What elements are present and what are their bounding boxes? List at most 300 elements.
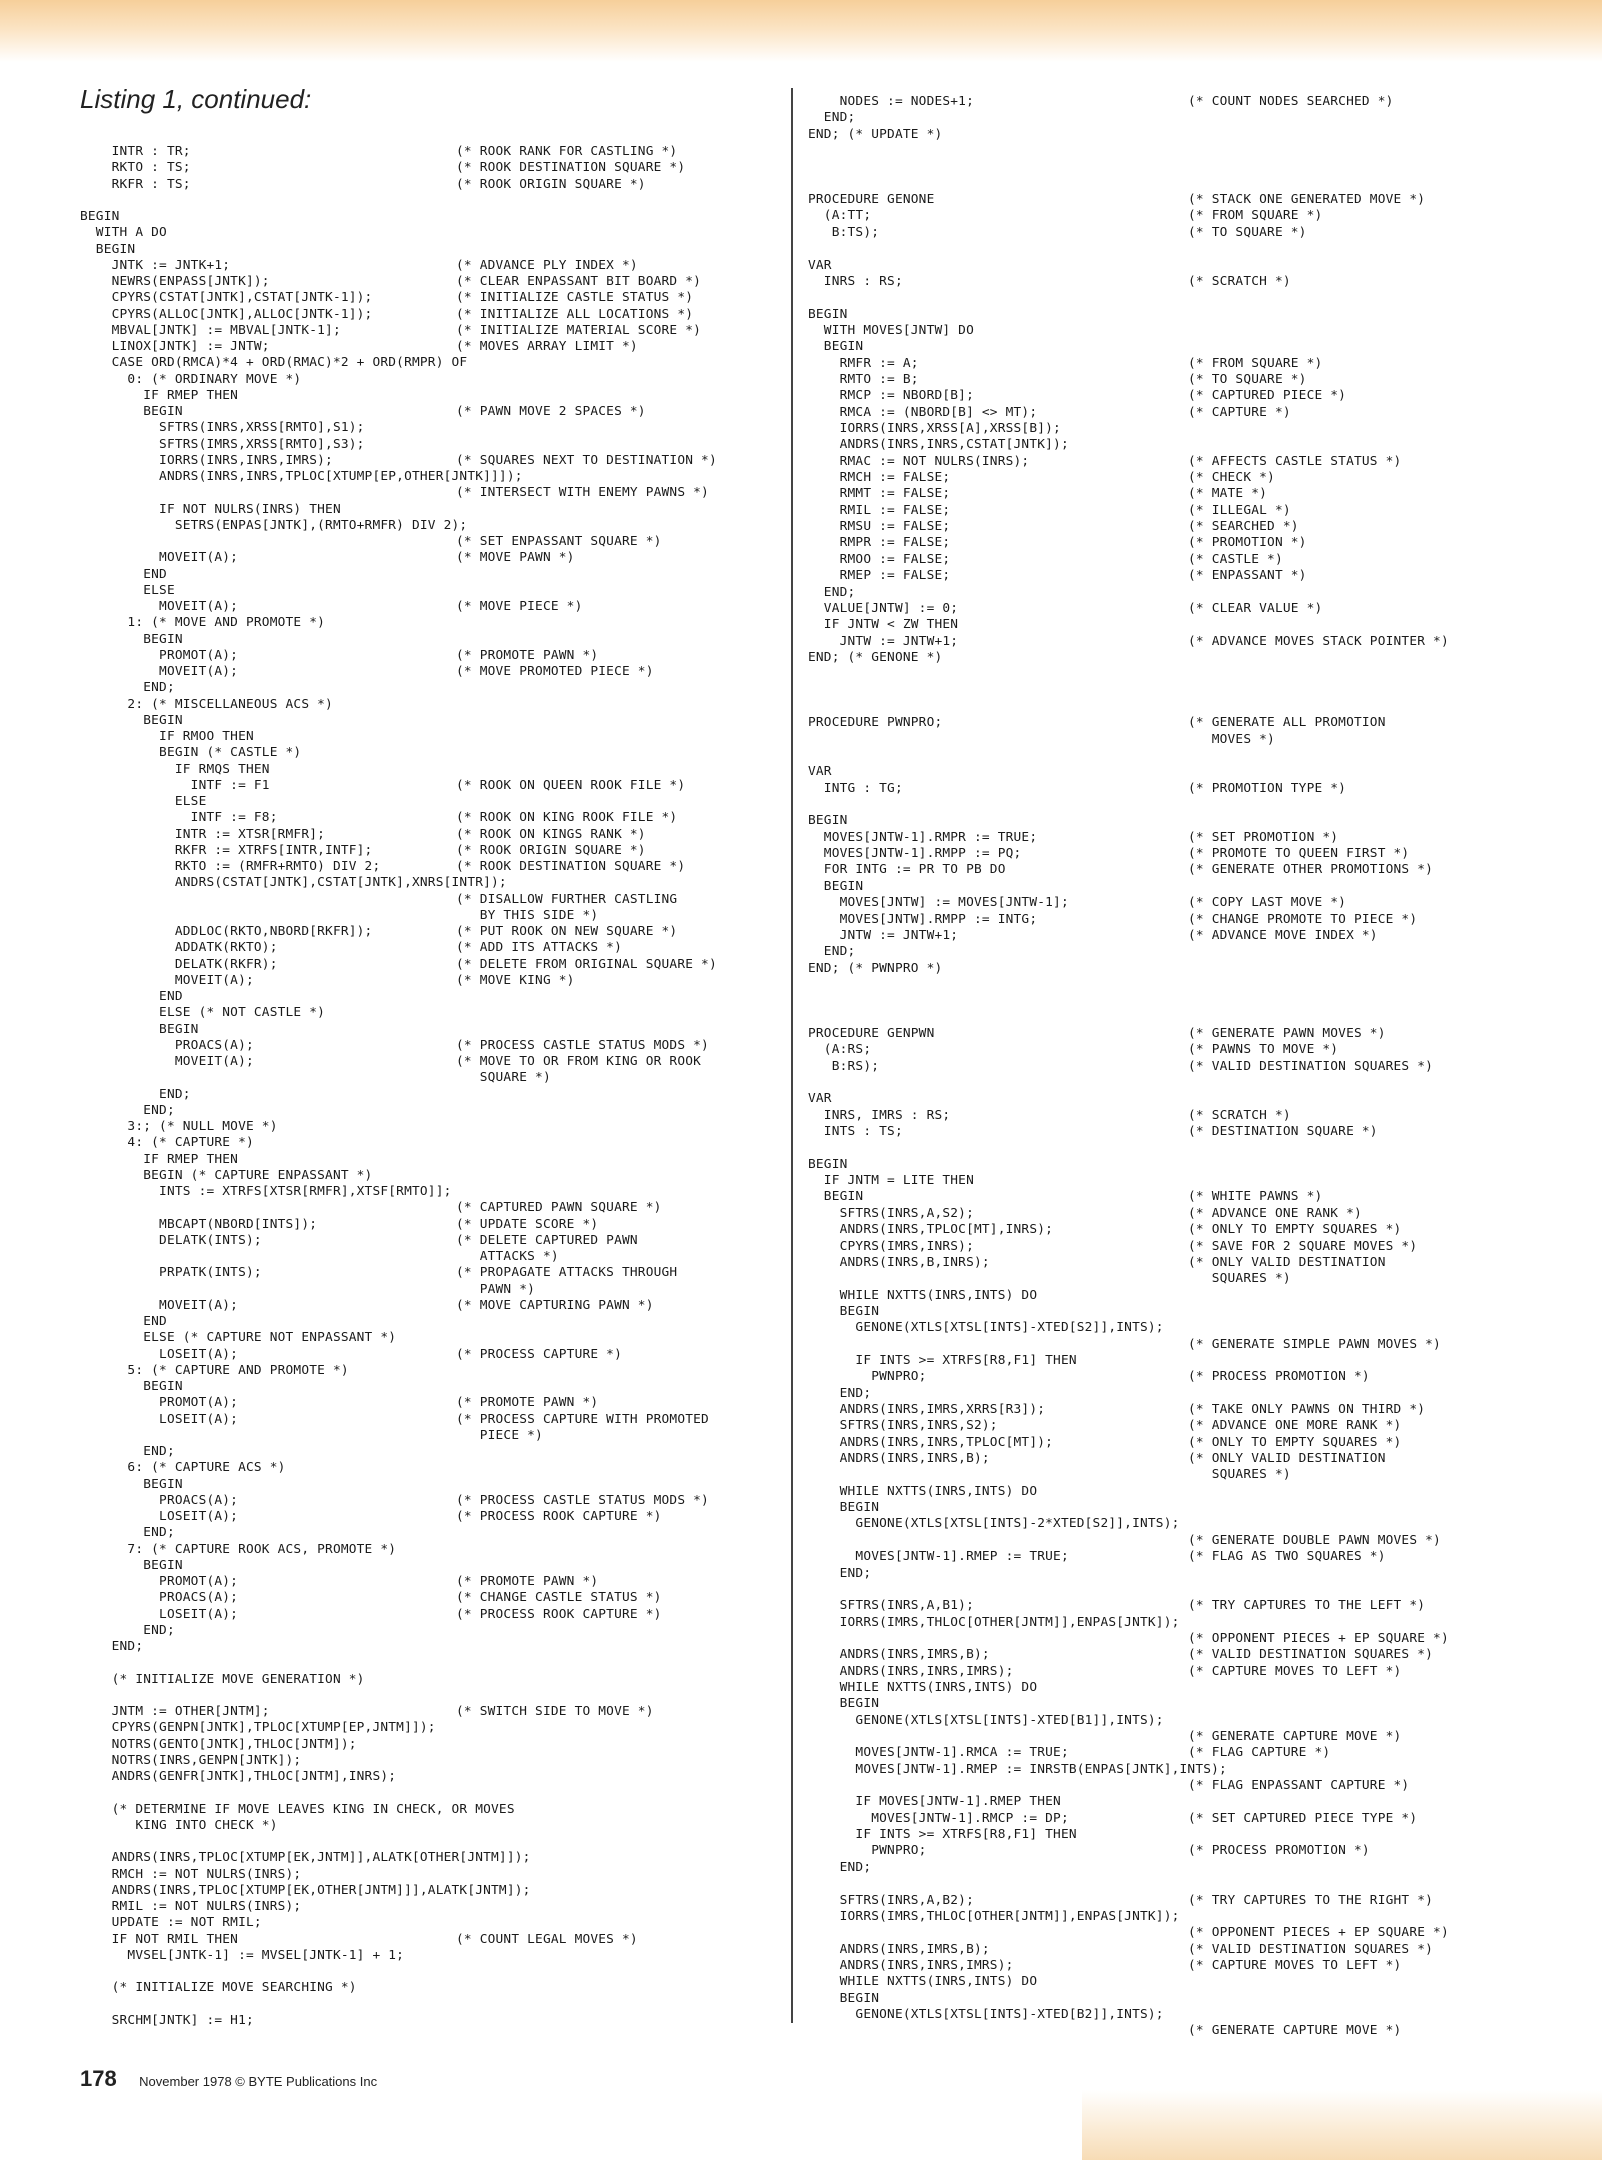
code-line: IORRS(INRS,XRSS[A],XRSS[B]); [808, 421, 1061, 436]
code-comment: (* PROMOTE PAWN *) [456, 1574, 599, 1589]
code-comment: (* UPDATE SCORE *) [456, 1216, 599, 1232]
code-comment: (* CAPTURE *) [1188, 404, 1291, 420]
code-line: END; (* GENONE *) [808, 649, 943, 665]
code-line: 5: (* CAPTURE AND PROMOTE *) [80, 1362, 349, 1378]
code-line: BEGIN [808, 306, 848, 322]
code-line: END; [80, 680, 175, 696]
code-comment: (* FROM SQUARE *) [1188, 355, 1323, 371]
code-comment: (* ONLY TO EMPTY SQUARES *) [1188, 1222, 1402, 1238]
code-line: IF RMOO THEN [80, 729, 254, 744]
code-line: 3:; (* NULL MOVE *) [80, 1119, 278, 1134]
code-line: BEGIN [80, 1379, 183, 1394]
code-line: RMCH := NOT NULRS(INRS); [80, 1866, 302, 1882]
code-line: MOVEIT(A); [80, 550, 239, 566]
code-comment: (* MOVE CAPTURING PAWN *) [456, 1297, 654, 1313]
code-comment: (* GENERATE OTHER PROMOTIONS *) [1188, 862, 1434, 878]
code-line: CPYRS(IMRS,INRS); [808, 1238, 974, 1254]
code-line: MOVES[JNTW-1].RMCP := DP; [808, 1810, 1069, 1826]
code-comment: (* GENERATE CAPTURE MOVE *) [1188, 1729, 1402, 1744]
code-comment: (* SEARCHED *) [1188, 519, 1299, 535]
code-comment: SQUARES *) [1188, 1271, 1291, 1287]
code-line: ANDRS(INRS,IMRS,B); [808, 1647, 990, 1663]
code-line: BEGIN [808, 1189, 864, 1205]
publication-credit: November 1978 © BYTE Publications Inc [139, 2074, 378, 2089]
code-comment: (* PAWNS TO MOVE *) [1188, 1042, 1339, 1058]
code-line: BEGIN [80, 631, 183, 647]
code-line: MOVEIT(A); [80, 972, 254, 988]
code-line: SFTRS(INRS,INRS,S2); [808, 1418, 998, 1434]
code-line: SFTRS(IMRS,XRSS[RMTO],S3); [80, 436, 365, 452]
code-line: BEGIN [80, 1021, 199, 1037]
code-comment: (* ROOK RANK FOR CASTLING *) [456, 144, 678, 159]
code-line: END [80, 566, 167, 582]
code-line: VAR [808, 257, 832, 273]
code-comment: ATTACKS *) [456, 1249, 559, 1264]
code-line: NOTRS(GENTO[JNTK],THLOC[JNTM]); [80, 1736, 357, 1752]
code-line: 0: (* ORDINARY MOVE *) [80, 371, 302, 387]
code-comment: (* PROMOTE TO QUEEN FIRST *) [1188, 846, 1410, 862]
code-line: VAR [808, 1091, 832, 1107]
code-line: ANDRS(INRS,INRS,CSTAT[JNTK]); [808, 437, 1069, 453]
code-comment: (* GENERATE ALL PROMOTION [1188, 715, 1386, 731]
code-line: RMIL := FALSE; [808, 502, 951, 518]
code-comment: (* SCRATCH *) [1188, 273, 1291, 289]
code-comment: (* CHANGE CASTLE STATUS *) [456, 1590, 662, 1606]
code-line: END; [808, 1859, 872, 1875]
code-comment: SQUARES *) [1188, 1467, 1291, 1483]
code-line: MVSEL[JNTK-1] := MVSEL[JNTK-1] + 1; [80, 1947, 405, 1963]
code-comment: (* VALID DESTINATION SQUARES *) [1188, 1647, 1434, 1663]
code-line: END [80, 1314, 167, 1329]
code-line: RMSU := FALSE; [808, 519, 951, 535]
code-line: DELATK(RKFR); [80, 956, 278, 972]
code-line: IF RMEP THEN [80, 1151, 239, 1167]
code-comment: SQUARE *) [456, 1070, 551, 1086]
code-line: JNTK := JNTK+1; [80, 257, 231, 273]
code-comment: (* MATE *) [1188, 486, 1268, 502]
code-comment: (* AFFECTS CASTLE STATUS *) [1188, 453, 1402, 469]
code-comment: (* GENERATE DOUBLE PAWN MOVES *) [1188, 1532, 1441, 1548]
code-comment: (* PROCESS ROOK CAPTURE *) [456, 1509, 662, 1524]
code-line: BEGIN [808, 878, 864, 894]
code-comment: (* CAPTURE MOVES TO LEFT *) [1188, 1663, 1402, 1679]
code-comment: (* ROOK ON KINGS RANK *) [456, 826, 646, 842]
code-line: RMOO := FALSE; [808, 551, 951, 567]
code-comment: (* ADVANCE PLY INDEX *) [456, 257, 638, 273]
code-comment: (* PROCESS PROMOTION *) [1188, 1843, 1370, 1859]
page-footer [80, 2066, 377, 2092]
code-comment: (* PROCESS CASTLE STATUS MODS *) [456, 1037, 709, 1053]
code-line: INTS : TS; [808, 1124, 903, 1140]
code-line: IORRS(INRS,INRS,IMRS); [80, 452, 333, 468]
code-line: ELSE (* CAPTURE NOT ENPASSANT *) [80, 1330, 397, 1346]
code-line: END; [80, 1444, 175, 1459]
code-comment: (* PROMOTION *) [1188, 535, 1307, 551]
code-line: END; [808, 1565, 872, 1581]
code-comment: (* SAVE FOR 2 SQUARE MOVES *) [1188, 1238, 1418, 1254]
code-line: ADDLOC(RKTO,NBORD[RKFR]); [80, 924, 373, 939]
code-comment: (* TO SQUARE *) [1188, 371, 1307, 387]
code-line: (* INITIALIZE MOVE SEARCHING *) [80, 1980, 357, 1996]
code-comment: (* STACK ONE GENERATED MOVE *) [1188, 192, 1426, 208]
scan-edge-bottom [1082, 2090, 1602, 2160]
code-line: MOVES[JNTW-1].RMCA := TRUE; [808, 1745, 1069, 1761]
code-comment: PIECE *) [456, 1427, 543, 1443]
code-line: SETRS(ENPAS[JNTK],(RMTO+RMFR) DIV 2); [80, 517, 468, 533]
code-comment: (* ROOK ORIGIN SQUARE *) [456, 842, 646, 858]
code-comment: (* CASTLE *) [1188, 551, 1283, 567]
code-line: PROMOT(A); [80, 1395, 239, 1411]
code-line: INTS := XTRFS[XTSR[RMFR],XTSF[RMTO]]; [80, 1184, 452, 1199]
code-line: WITH A DO [80, 225, 167, 241]
code-comment: PAWN *) [456, 1281, 536, 1297]
code-line: END; [808, 110, 856, 126]
code-line: ANDRS(INRS,IMRS,B); [808, 1941, 990, 1957]
code-line: BEGIN [808, 1156, 848, 1172]
code-line: 7: (* CAPTURE ROOK ACS, PROMOTE *) [80, 1541, 397, 1557]
code-line: BEGIN [808, 1696, 880, 1712]
code-comment: (* MOVES ARRAY LIMIT *) [456, 339, 638, 354]
code-line: PWNPRO; [808, 1843, 927, 1859]
code-comment: (* ADVANCE MOVE INDEX *) [1188, 927, 1378, 943]
code-line: UPDATE := NOT RMIL; [80, 1915, 262, 1931]
code-comment: (* ADD ITS ATTACKS *) [456, 940, 622, 956]
code-line: MOVES[JNTW-1].RMEP := INRSTB(ENPAS[JNTK],INTS); [808, 1761, 1227, 1777]
code-comment: (* MOVE PAWN *) [456, 550, 575, 566]
code-comment: (* MOVE PIECE *) [456, 599, 583, 614]
code-line: MOVEIT(A); [80, 664, 239, 679]
code-line: LOSEIT(A); [80, 1346, 239, 1362]
code-line: CPYRS(CSTAT[JNTK],CSTAT[JNTK-1]); [80, 290, 373, 306]
code-line: (A:RS; [808, 1042, 872, 1058]
code-line: LOSEIT(A); [80, 1606, 239, 1622]
code-line: (* DETERMINE IF MOVE LEAVES KING IN CHECK, OR MOVES [80, 1801, 515, 1817]
code-line: KING INTO CHECK *) [80, 1817, 278, 1833]
code-comment: (* FROM SQUARE *) [1188, 208, 1323, 224]
code-line: IF RMQS THEN [80, 761, 270, 777]
code-comment: (* TRY CAPTURES TO THE RIGHT *) [1188, 1892, 1434, 1908]
code-comment: (* CLEAR VALUE *) [1188, 600, 1323, 616]
code-line: MOVES[JNTW-1].RMPR := TRUE; [808, 829, 1038, 845]
code-line: VALUE[JNTW] := 0; [808, 600, 959, 616]
code-comment: (* CHANGE PROMOTE TO PIECE *) [1188, 911, 1418, 927]
code-comment: (* SET CAPTURED PIECE TYPE *) [1188, 1810, 1418, 1826]
code-line: WITH MOVES[JNTW] DO [808, 322, 974, 338]
code-line: MOVES[JNTW] := MOVES[JNTW-1]; [808, 895, 1069, 911]
code-comment: (* ROOK DESTINATION SQUARE *) [456, 160, 686, 176]
code-line: ELSE [80, 582, 175, 598]
code-comment: (* PROMOTION TYPE *) [1188, 780, 1347, 796]
code-comment: BY THIS SIDE *) [456, 907, 599, 923]
code-line: PROACS(A); [80, 1037, 254, 1053]
code-line: VAR [808, 764, 832, 780]
code-line: B:TS); [808, 224, 880, 240]
scan-edge-top [0, 0, 1602, 62]
code-comment: (* GENERATE CAPTURE MOVE *) [1188, 2023, 1402, 2039]
code-comment: (* ENPASSANT *) [1188, 568, 1307, 584]
code-comment: (* ONLY VALID DESTINATION [1188, 1254, 1386, 1270]
code-line: WHILE NXTTS(INRS,INTS) DO [808, 1974, 1038, 1990]
code-line: INTR := XTSR[RMFR]; [80, 826, 326, 842]
code-comment: (* WHITE PAWNS *) [1188, 1189, 1323, 1205]
code-line: RKFR := XTRFS[INTR,INTF]; [80, 842, 373, 858]
code-line: SRCHM[JNTK] := H1; [80, 2012, 254, 2028]
code-line: MBCAPT(NBORD[INTS]); [80, 1216, 318, 1232]
code-comment: (* CHECK *) [1188, 470, 1275, 486]
code-comment: (* VALID DESTINATION SQUARES *) [1188, 1058, 1434, 1074]
code-line: IF JNTM = LITE THEN [808, 1173, 974, 1189]
code-line: RMCP := NBORD[B]; [808, 388, 974, 404]
code-line: BEGIN [80, 712, 183, 728]
code-comment: (* CAPTURE MOVES TO LEFT *) [1188, 1957, 1402, 1973]
code-line: NOTRS(INRS,GENPN[JNTK]); [80, 1752, 302, 1768]
code-line: ANDRS(INRS,INRS,IMRS); [808, 1663, 1014, 1679]
code-line: INRS : RS; [808, 273, 903, 289]
code-comment: (* ROOK ON QUEEN ROOK FILE *) [456, 777, 686, 793]
code-line: WHILE NXTTS(INRS,INTS) DO [808, 1483, 1038, 1499]
code-line: ANDRS(INRS,TPLOC[MT],INRS); [808, 1222, 1054, 1238]
code-line: RMPR := FALSE; [808, 535, 951, 551]
code-line: PROMOT(A); [80, 647, 239, 663]
code-comment: (* COUNT LEGAL MOVES *) [456, 1931, 638, 1947]
code-comment: (* SWITCH SIDE TO MOVE *) [456, 1704, 654, 1719]
code-line: CASE ORD(RMCA)*4 + ORD(RMAC)*2 + ORD(RMPR) OF [80, 355, 468, 371]
code-line: END; [808, 1385, 872, 1401]
code-line: BEGIN [80, 1557, 183, 1573]
code-line: SFTRS(INRS,A,S2); [808, 1205, 974, 1221]
code-comment: (* SQUARES NEXT TO DESTINATION *) [456, 452, 717, 468]
code-comment: (* SET ENPASSANT SQUARE *) [456, 534, 662, 549]
code-line: PRPATK(INTS); [80, 1265, 262, 1281]
code-comment: (* PROCESS CAPTURE WITH PROMOTED [456, 1411, 709, 1427]
code-comment: (* DELETE CAPTURED PAWN [456, 1232, 638, 1248]
code-line: END; [808, 584, 856, 600]
code-comment: (* GENERATE PAWN MOVES *) [1188, 1025, 1386, 1041]
code-comment: (* PROCESS PROMOTION *) [1188, 1369, 1370, 1385]
code-comment: (* PROCESS CAPTURE *) [456, 1346, 622, 1362]
code-line: ANDRS(INRS,INRS,IMRS); [808, 1957, 1014, 1973]
code-comment: (* TRY CAPTURES TO THE LEFT *) [1188, 1598, 1426, 1614]
code-line: INTR : TR; [80, 144, 191, 159]
code-line: ANDRS(INRS,IMRS,XRRS[R3]); [808, 1402, 1046, 1417]
code-comment: (* INITIALIZE CASTLE STATUS *) [456, 290, 694, 306]
code-comment: (* OPPONENT PIECES + EP SQUARE *) [1188, 1630, 1449, 1646]
code-comment: (* INITIALIZE MATERIAL SCORE *) [456, 322, 702, 338]
code-line: PROMOT(A); [80, 1574, 239, 1589]
code-line: ADDATK(RKTO); [80, 940, 278, 956]
code-comment: (* CLEAR ENPASSANT BIT BOARD *) [456, 274, 702, 289]
code-comment: (* GENERATE SIMPLE PAWN MOVES *) [1188, 1336, 1441, 1352]
code-line: IF RMEP THEN [80, 387, 239, 403]
code-line: END; (* UPDATE *) [808, 126, 943, 142]
code-line: 6: (* CAPTURE ACS *) [80, 1460, 286, 1476]
code-comment: (* MOVE PROMOTED PIECE *) [456, 664, 654, 679]
code-line: RMCA := (NBORD[B] <> MT); [808, 404, 1038, 420]
code-line: BEGIN [80, 209, 120, 224]
code-line: INTF := F8; [80, 810, 278, 826]
code-line: FOR INTG := PR TO PB DO [808, 862, 1006, 878]
code-line: SFTRS(INRS,A,B1); [808, 1598, 974, 1614]
code-line: WHILE NXTTS(INRS,INTS) DO [808, 1679, 1038, 1695]
code-line: END; (* PWNPRO *) [808, 960, 943, 976]
code-line: BEGIN (* CAPTURE ENPASSANT *) [80, 1167, 373, 1183]
code-line: MBVAL[JNTK] := MBVAL[JNTK-1]; [80, 322, 341, 338]
code-line: GENONE(XTLS[XTSL[INTS]-XTED[B1]],INTS); [808, 1712, 1164, 1728]
code-line: RMMT := FALSE; [808, 486, 951, 502]
code-line: END [80, 989, 183, 1004]
code-comment: (* MOVE TO OR FROM KING OR ROOK [456, 1054, 702, 1069]
code-line: ANDRS(INRS,INRS,B); [808, 1451, 990, 1467]
code-line: BEGIN [808, 813, 848, 829]
code-line: 2: (* MISCELLANEOUS ACS *) [80, 696, 333, 712]
code-line: SFTRS(INRS,XRSS[RMTO],S1); [80, 420, 365, 436]
code-line: RKTO := (RMFR+RMTO) DIV 2; [80, 859, 381, 874]
code-line: ANDRS(INRS,TPLOC[XTUMP[EK,JNTM]],ALATK[OTHER[JNTM]]); [80, 1850, 531, 1866]
code-comment: (* ONLY VALID DESTINATION [1188, 1451, 1386, 1467]
code-comment: (* DISALLOW FURTHER CASTLING [456, 891, 678, 907]
code-line: GENONE(XTLS[XTSL[INTS]-XTED[S2]],INTS); [808, 1320, 1164, 1336]
code-line: LINOX[JNTK] := JNTW; [80, 339, 270, 354]
code-line: INTF := F1 [80, 777, 270, 793]
code-comment: (* ROOK ORIGIN SQUARE *) [456, 176, 646, 192]
code-comment: (* ILLEGAL *) [1188, 502, 1291, 518]
code-line: RMCH := FALSE; [808, 470, 951, 486]
code-comment: (* OPPONENT PIECES + EP SQUARE *) [1188, 1925, 1449, 1941]
code-line: CPYRS(GENPN[JNTK],TPLOC[XTUMP[EP,JNTM]]); [80, 1720, 436, 1736]
code-line: RMEP := FALSE; [808, 568, 951, 584]
code-line: 1: (* MOVE AND PROMOTE *) [80, 615, 326, 631]
page-number: 178 [80, 2066, 117, 2091]
code-comment: (* DELETE FROM ORIGINAL SQUARE *) [456, 956, 717, 972]
code-comment: (* DESTINATION SQUARE *) [1188, 1124, 1378, 1140]
code-line: ANDRS(CSTAT[JNTK],CSTAT[JNTK],XNRS[INTR]); [80, 875, 507, 891]
code-line: PROACS(A); [80, 1590, 239, 1606]
code-line: ANDRS(INRS,INRS,TPLOC[XTUMP[EP,OTHER[JNTK]]]); [80, 469, 523, 484]
code-line: BEGIN [80, 404, 183, 419]
code-line: BEGIN [808, 1303, 880, 1319]
code-comment: (* INITIALIZE ALL LOCATIONS *) [456, 306, 694, 322]
code-line: JNTW := JNTW+1; [808, 633, 959, 649]
code-line: ELSE [80, 794, 207, 809]
code-comment: (* COPY LAST MOVE *) [1188, 895, 1347, 911]
code-comment: (* PROPAGATE ATTACKS THROUGH [456, 1265, 678, 1281]
code-line: (A:TT; [808, 208, 872, 224]
code-line: IF INTS >= XTRFS[R8,F1] THEN [808, 1827, 1077, 1843]
code-comment: (* ADVANCE ONE RANK *) [1188, 1205, 1362, 1221]
code-line: MOVEIT(A); [80, 599, 239, 614]
listing-heading: Listing 1, continued: [80, 84, 312, 114]
code-line: MOVEIT(A); [80, 1297, 239, 1313]
code-comment: (* SCRATCH *) [1188, 1107, 1291, 1123]
code-line: MOVES[JNTW-1].RMPP := PQ; [808, 846, 1022, 862]
code-line: JNTW := JNTW+1; [808, 927, 959, 943]
code-comment: (* INTERSECT WITH ENEMY PAWNS *) [456, 485, 709, 501]
code-comment: (* TAKE ONLY PAWNS ON THIRD *) [1188, 1402, 1426, 1417]
code-line: RMIL := NOT NULRS(INRS); [80, 1899, 302, 1914]
code-comment: (* FLAG CAPTURE *) [1188, 1745, 1331, 1761]
code-line: END; [808, 944, 856, 960]
code-line: PROCEDURE GENONE [808, 192, 935, 208]
code-line: WHILE NXTTS(INRS,INTS) DO [808, 1287, 1038, 1303]
code-line: JNTM := OTHER[JNTM]; [80, 1704, 270, 1719]
code-line: ANDRS(INRS,TPLOC[XTUMP[EK,OTHER[JNTM]]],ALATK[JNTM]); [80, 1882, 531, 1898]
code-line: END; [80, 1525, 175, 1541]
code-line: BEGIN [808, 1990, 880, 2006]
code-line: IF NOT RMIL THEN [80, 1931, 239, 1947]
code-comment: (* PROCESS CASTLE STATUS MODS *) [456, 1492, 709, 1508]
code-line: IORRS(IMRS,THLOC[OTHER[JNTM]],ENPAS[JNTK]); [808, 1614, 1180, 1630]
code-comment: (* ADVANCE MOVES STACK POINTER *) [1188, 633, 1449, 649]
code-comment: (* SET PROMOTION *) [1188, 829, 1339, 845]
code-comment: (* CAPTURED PAWN SQUARE *) [456, 1200, 662, 1216]
code-line: INTG : TG; [808, 780, 903, 796]
code-line: GENONE(XTLS[XTSL[INTS]-XTED[B2]],INTS); [808, 2006, 1164, 2022]
code-line: BEGIN [80, 241, 136, 257]
code-line: GENONE(XTLS[XTSL[INTS]-2*XTED[S2]],INTS); [808, 1516, 1180, 1532]
code-line: PWNPRO; [808, 1369, 927, 1385]
code-line: END; [80, 1639, 144, 1654]
code-line: RMFR := A; [808, 355, 919, 371]
code-comment: (* PROCESS ROOK CAPTURE *) [456, 1606, 662, 1622]
code-line: RKTO : TS; [80, 160, 191, 176]
code-line: IF NOT NULRS(INRS) THEN [80, 501, 341, 517]
code-comment: (* ROOK ON KING ROOK FILE *) [456, 810, 678, 826]
code-line: DELATK(INTS); [80, 1232, 262, 1248]
code-line: END; [80, 1086, 191, 1102]
code-line: ANDRS(GENFR[JNTK],THLOC[JNTM],INRS); [80, 1769, 397, 1784]
code-line: BEGIN [808, 1500, 880, 1516]
code-line: SFTRS(INRS,A,B2); [808, 1892, 974, 1908]
code-line: IORRS(IMRS,THLOC[OTHER[JNTM]],ENPAS[JNTK]); [808, 1908, 1180, 1924]
code-comment: (* TO SQUARE *) [1188, 224, 1307, 240]
code-line: INRS, IMRS : RS; [808, 1107, 951, 1123]
code-line: LOSEIT(A); [80, 1509, 239, 1524]
code-line: NODES := NODES+1; [808, 94, 974, 109]
code-comment: (* ADVANCE ONE MORE RANK *) [1188, 1418, 1402, 1434]
code-line: RMAC := NOT NULRS(INRS); [808, 453, 1030, 469]
code-line: LOSEIT(A); [80, 1411, 239, 1427]
code-comment: (* PAWN MOVE 2 SPACES *) [456, 404, 646, 419]
code-line: ELSE (* NOT CASTLE *) [80, 1005, 326, 1021]
code-line: B:RS); [808, 1058, 880, 1074]
code-line: END; [80, 1622, 175, 1638]
code-line: RKFR : TS; [80, 176, 191, 192]
code-comment: (* PUT ROOK ON NEW SQUARE *) [456, 924, 678, 939]
code-line: BEGIN (* CASTLE *) [80, 745, 302, 761]
code-line: BEGIN [80, 1476, 183, 1492]
code-comment: (* CAPTURED PIECE *) [1188, 388, 1347, 404]
code-line: (* INITIALIZE MOVE GENERATION *) [80, 1671, 365, 1687]
code-line: MOVES[JNTW].RMPP := INTG; [808, 911, 1038, 927]
code-line: MOVEIT(A); [80, 1054, 254, 1069]
code-line: IF INTS >= XTRFS[R8,F1] THEN [808, 1352, 1077, 1368]
code-line: PROCEDURE PWNPRO; [808, 715, 943, 731]
code-line: RMTO := B; [808, 371, 919, 387]
code-comment: (* FLAG ENPASSANT CAPTURE *) [1188, 1778, 1410, 1794]
code-line: MOVES[JNTW-1].RMEP := TRUE; [808, 1549, 1069, 1565]
code-comment: (* PROMOTE PAWN *) [456, 647, 599, 663]
code-line: BEGIN [808, 339, 864, 355]
code-line: CPYRS(ALLOC[JNTK],ALLOC[JNTK-1]); [80, 306, 373, 322]
code-comment: (* VALID DESTINATION SQUARES *) [1188, 1941, 1434, 1957]
column-divider [791, 88, 793, 2023]
code-line: NEWRS(ENPASS[JNTK]); [80, 274, 270, 289]
code-line: PROACS(A); [80, 1492, 239, 1508]
code-comment: (* ONLY TO EMPTY SQUARES *) [1188, 1434, 1402, 1450]
code-line: ANDRS(INRS,INRS,TPLOC[MT]); [808, 1434, 1054, 1450]
code-line: IF MOVES[JNTW-1].RMEP THEN [808, 1794, 1061, 1810]
code-line: 4: (* CAPTURE *) [80, 1135, 254, 1151]
